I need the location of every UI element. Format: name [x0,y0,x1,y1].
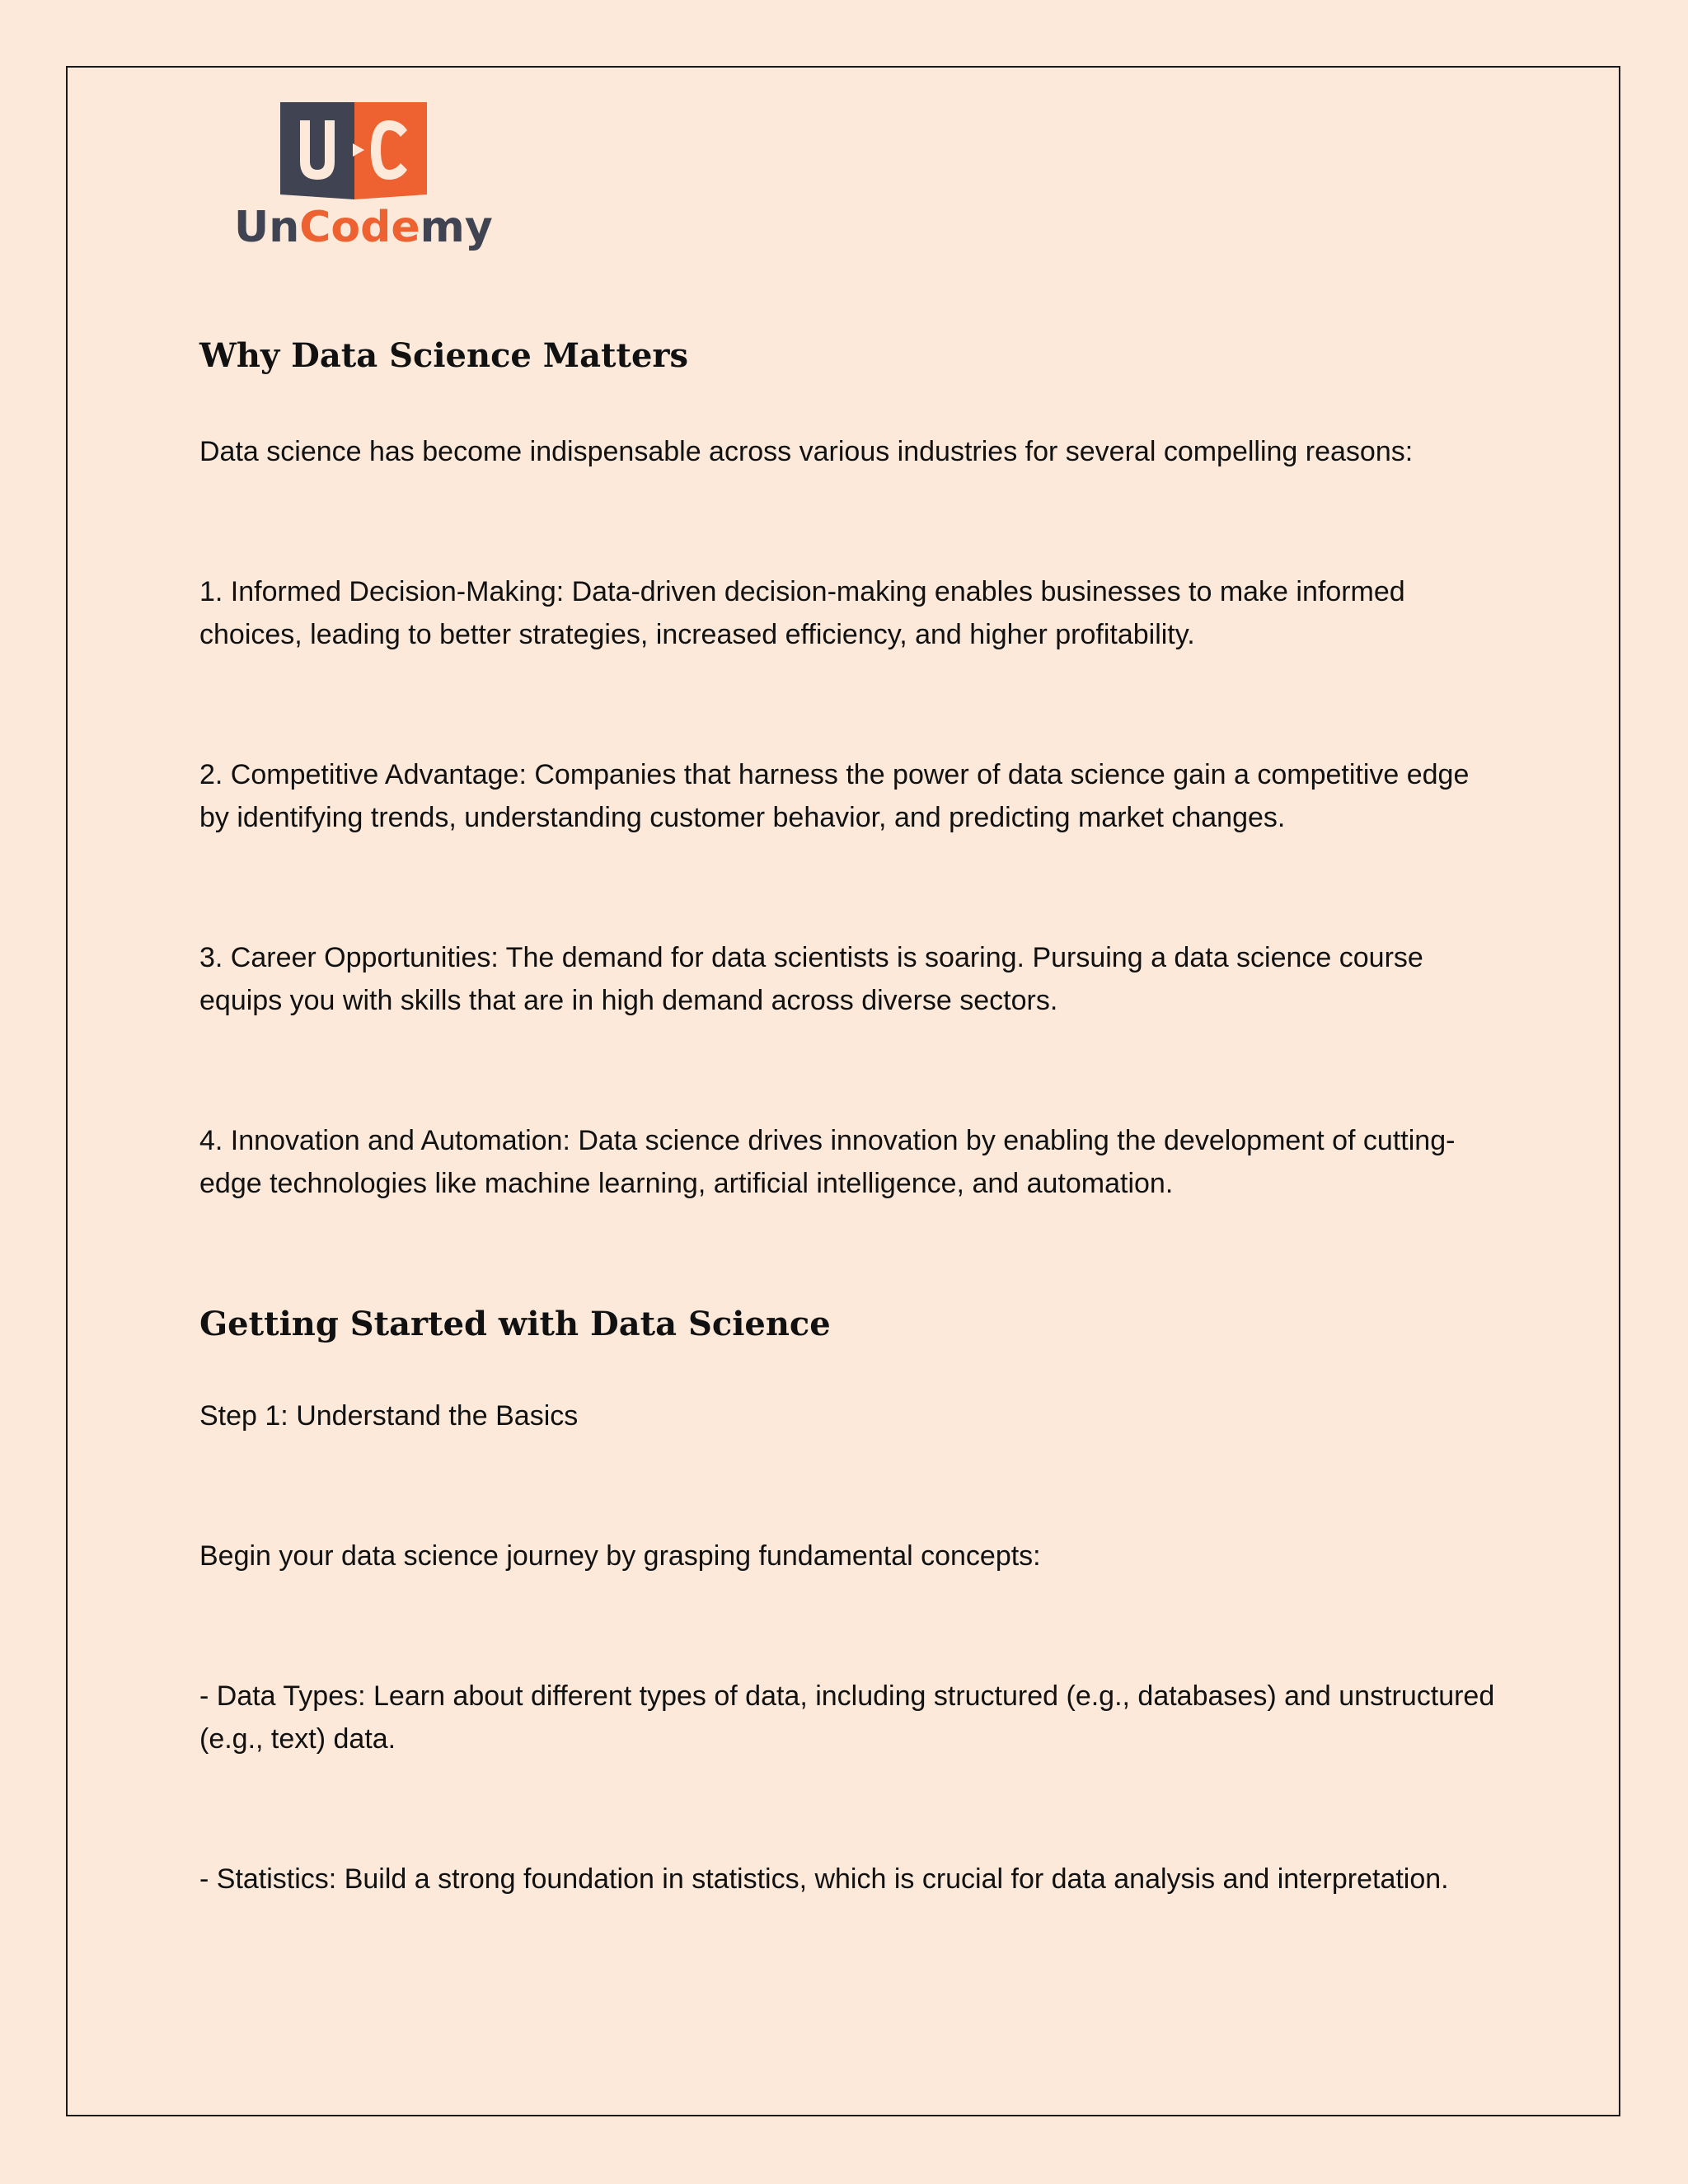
wordmark-part-un: Un [234,203,300,252]
uncodemy-wordmark [234,203,493,252]
list-item-career-opportunities: 3. Career Opportunities: The demand for data scientists is soaring. Pursuing a data science course equips you with skills that are in high demand across diverse sectors. [199,942,1423,1016]
list-item-informed-decision-making: 1. Informed Decision-Making: Data-driven decision-making enables businesses to make informed choices, leading to better strategies, increased efficiency, and higher profitability. [199,576,1405,650]
uc-logo-icon [280,102,429,199]
wordmark-part-code: Code [299,203,420,252]
section-heading-why-data-science: Why Data Science Matters [199,336,688,375]
bullet-data-types: - Data Types: Learn about different types of data, including structured (e.g., databases) and unstructured (e.g., text) data. [199,1680,1495,1755]
wordmark-part-my: my [420,203,493,252]
section2-intro: Begin your data science journey by grasping fundamental concepts: [199,1540,1041,1572]
uncodemy-logo [234,102,493,259]
section-heading-getting-started: Getting Started with Data Science [199,1305,831,1343]
section1-intro: Data science has become indispensable across various industries for several compelling reasons: [199,436,1414,467]
step-1-title: Step 1: Understand the Basics [199,1400,579,1432]
bullet-statistics: - Statistics: Build a strong foundation in statistics, which is crucial for data analysis and interpretation. [199,1863,1449,1895]
list-item-competitive-advantage: 2. Competitive Advantage: Companies that harness the power of data science gain a competitive edge by identifying trends, understanding customer behavior, and predicting market changes. [199,759,1470,833]
list-item-innovation-automation: 4. Innovation and Automation: Data science drives innovation by enabling the development of cutting-edge technologies like machine learning, artificial intelligence, and automation. [199,1125,1456,1199]
